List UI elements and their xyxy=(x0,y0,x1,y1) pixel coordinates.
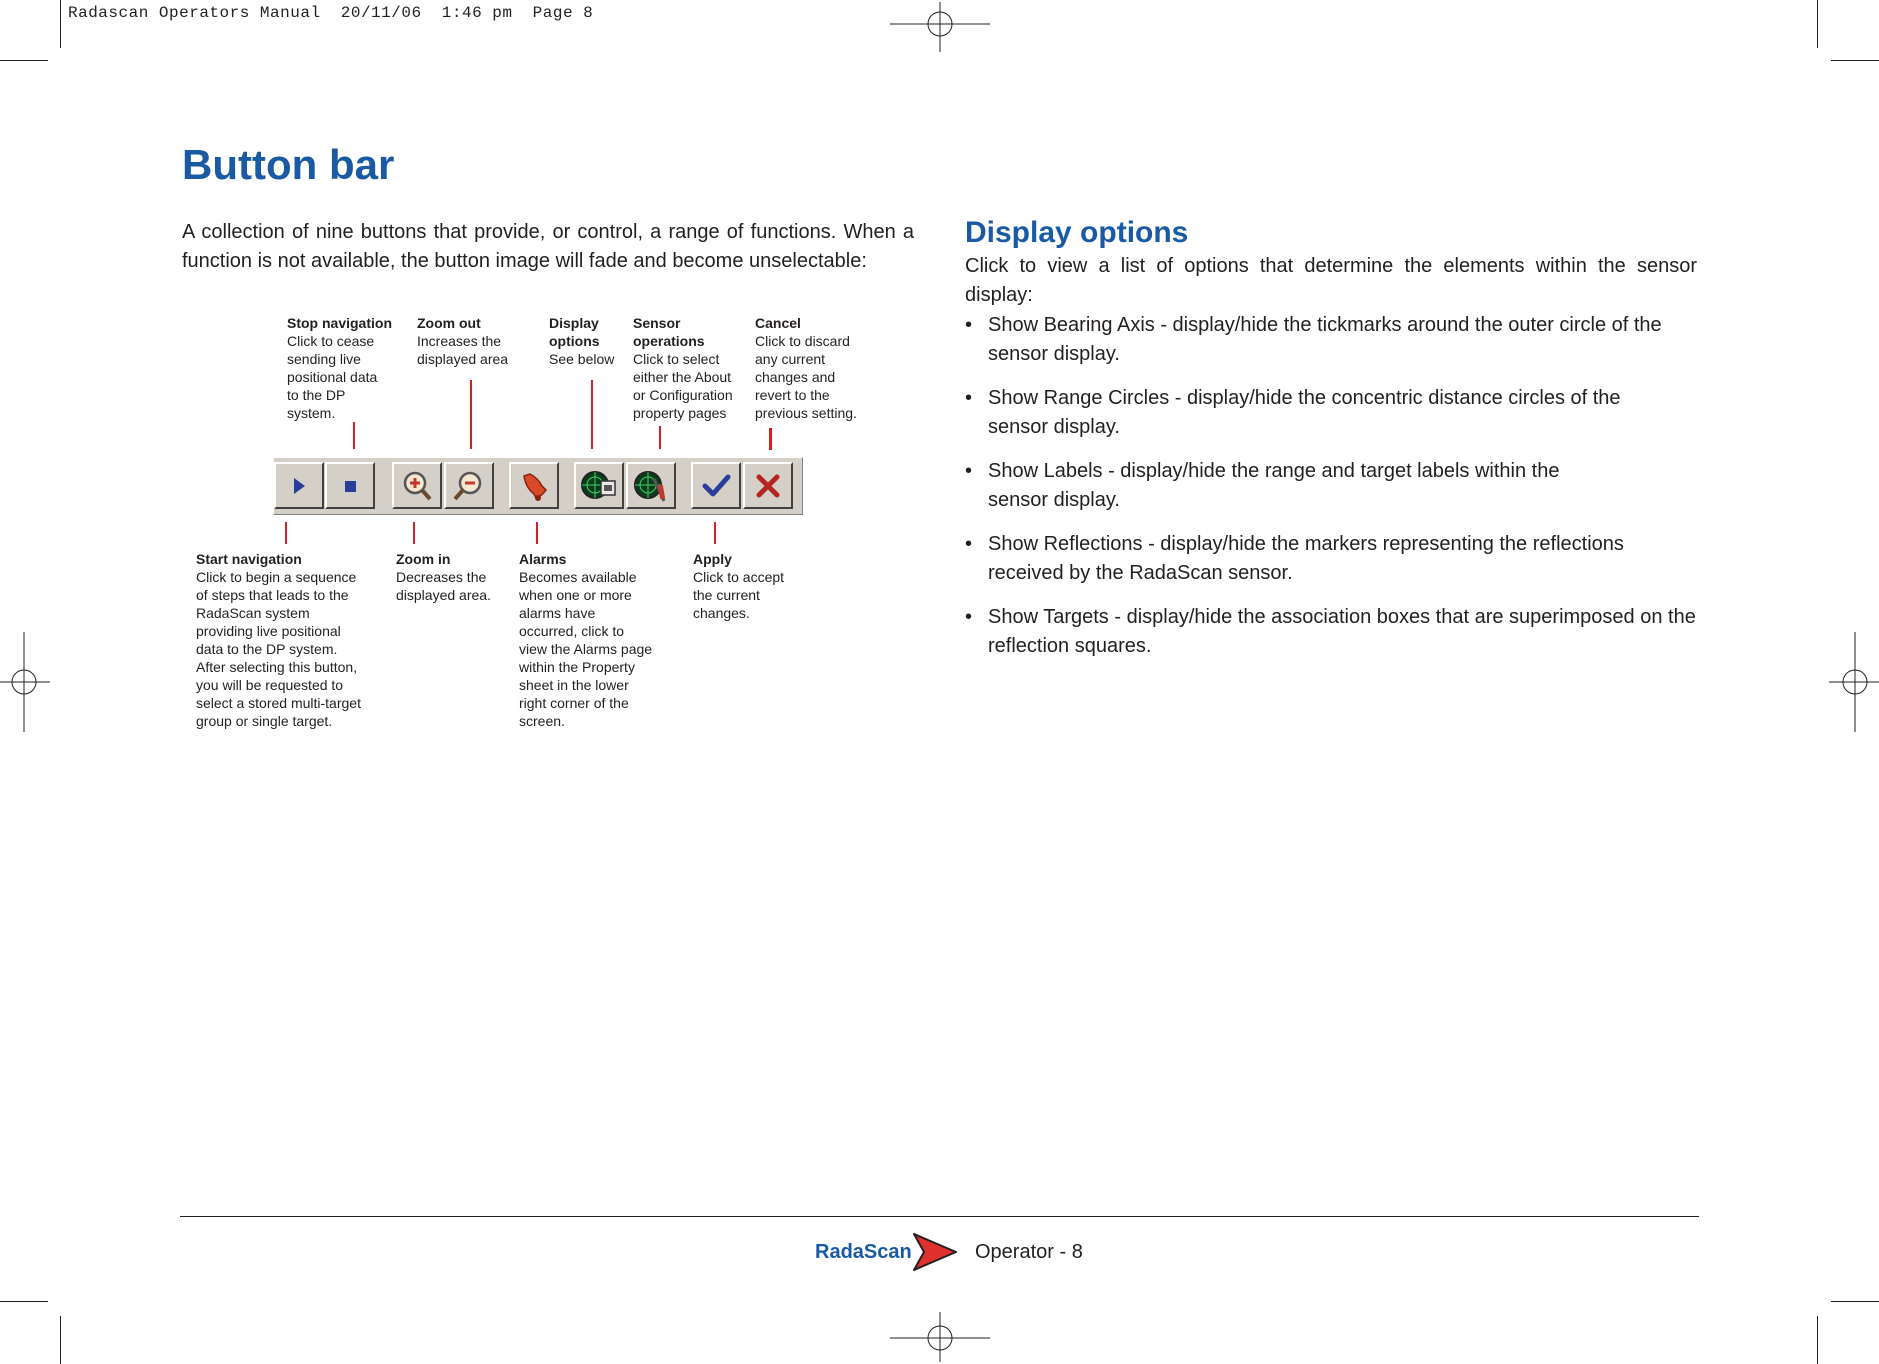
annotation-stop-navigation xyxy=(287,314,392,422)
registration-mark-bottom xyxy=(890,1312,990,1364)
annotation-desc: Decreases the displayed area. xyxy=(396,569,491,603)
start-navigation-button[interactable] xyxy=(274,462,324,509)
display-options-icon xyxy=(580,467,618,505)
annotation-title: Cancel xyxy=(755,315,801,331)
annotation-desc: Click to discard any current changes and revert to the previous setting. xyxy=(755,333,857,421)
brand-name: RadaScan xyxy=(815,1241,912,1263)
annotation-zoom-in xyxy=(396,550,491,604)
annotation-apply xyxy=(693,550,784,622)
alarm-bell-icon xyxy=(516,468,552,504)
bullet: • xyxy=(965,460,973,482)
registration-mark-right xyxy=(1829,632,1879,732)
callout-line xyxy=(470,380,472,449)
bullet: • xyxy=(965,387,973,409)
annotation-title: Apply xyxy=(693,551,732,567)
callout-line xyxy=(769,428,772,450)
option-name: Show Reflections xyxy=(988,533,1143,555)
option-desc: - display/hide the range and target labels within the sensor display. xyxy=(988,460,1560,511)
callout-line xyxy=(285,522,287,544)
option-item xyxy=(965,457,1700,515)
alarms-button[interactable] xyxy=(509,462,559,509)
print-header: Radascan Operators Manual 20/11/06 1:46 pm Page 8 xyxy=(68,4,594,22)
callout-line xyxy=(536,522,538,544)
annotation-title: Start navigation xyxy=(196,551,302,567)
callout-line xyxy=(659,426,661,449)
annotation-zoom-out xyxy=(417,314,508,368)
stop-navigation-button[interactable] xyxy=(325,462,375,509)
annotation-title: Zoom out xyxy=(417,315,481,331)
annotation-cancel xyxy=(755,314,857,422)
page-number: Operator - 8 xyxy=(975,1241,1083,1263)
annotation-start-navigation xyxy=(196,550,361,730)
bullet: • xyxy=(965,606,973,628)
annotation-desc: Click to begin a sequence of steps that leads to the RadaScan system providing live positional data to the DP system. After selecting this button, you will be requested to select a stored multi-target group or single target. xyxy=(196,569,361,729)
annotation-display-options xyxy=(549,314,614,368)
callout-line xyxy=(353,422,355,449)
intro-paragraph: A collection of nine buttons that provide, or control, a range of functions. When a function is not available, the button image will fade and become unselectable: xyxy=(182,221,914,272)
sensor-operations-button[interactable] xyxy=(626,462,676,509)
option-desc: - display/hide the markers representing the reflections received by the RadaScan sensor. xyxy=(988,533,1624,584)
option-item xyxy=(965,603,1700,661)
option-item xyxy=(965,384,1700,442)
option-desc: - display/hide the tickmarks around the outer circle of the sensor display. xyxy=(988,314,1662,365)
page-title: Button bar xyxy=(182,141,395,188)
annotation-title: Sensor operations xyxy=(633,315,705,349)
button-bar xyxy=(273,457,803,515)
checkmark-icon xyxy=(699,469,733,503)
cross-icon xyxy=(751,469,785,503)
annotation-desc: See below xyxy=(549,351,615,367)
option-item xyxy=(965,530,1700,588)
annotation-title: Display options xyxy=(549,315,600,349)
radascan-logo-icon xyxy=(910,1232,958,1272)
callout-line xyxy=(413,522,415,544)
bullet: • xyxy=(965,533,973,555)
annotation-sensor-operations xyxy=(633,314,733,422)
zoom-in-button[interactable] xyxy=(392,462,442,509)
play-icon xyxy=(284,471,314,501)
annotation-title: Alarms xyxy=(519,551,567,567)
annotation-desc: Click to accept the current changes. xyxy=(693,569,785,621)
option-item xyxy=(965,311,1700,369)
section-title: Display options xyxy=(965,216,1189,249)
option-name: Show Bearing Axis xyxy=(988,314,1155,336)
option-name: Show Range Circles xyxy=(988,387,1170,409)
zoom-out-icon xyxy=(451,468,487,504)
zoom-in-icon xyxy=(399,468,435,504)
zoom-out-button[interactable] xyxy=(444,462,494,509)
footer-rule xyxy=(180,1216,1699,1217)
annotation-desc: Becomes available when one or more alarms have occurred, click to view the Alarms page within the Property sheet in the lower right corner of the screen. xyxy=(519,569,653,729)
annotation-desc: Click to cease sending live positional data to the DP system. xyxy=(287,333,378,421)
stop-icon xyxy=(335,471,365,501)
registration-mark-top xyxy=(890,0,990,52)
option-name: Show Labels xyxy=(988,460,1103,482)
annotation-desc: Click to select either the About or Configuration property pages xyxy=(633,351,733,421)
annotation-title: Zoom in xyxy=(396,551,451,567)
annotation-title: Stop navigation xyxy=(287,315,392,331)
display-options-button[interactable] xyxy=(574,462,624,509)
option-name: Show Targets xyxy=(988,606,1109,628)
annotation-desc: Increases the displayed area xyxy=(417,333,509,367)
option-desc: - display/hide the concentric distance circles of the sensor display. xyxy=(988,387,1621,438)
sensor-operations-icon xyxy=(632,467,670,505)
section-intro: Click to view a list of options that determine the elements within the sensor display: xyxy=(965,255,1697,306)
apply-button[interactable] xyxy=(691,462,741,509)
cancel-button[interactable] xyxy=(743,462,793,509)
option-desc: - display/hide the association boxes that are superimposed on the reflection squares. xyxy=(988,606,1696,657)
annotation-alarms xyxy=(519,550,652,730)
bullet: • xyxy=(965,314,973,336)
callout-line xyxy=(714,522,716,544)
registration-mark-left xyxy=(0,632,50,732)
callout-line xyxy=(591,380,593,449)
